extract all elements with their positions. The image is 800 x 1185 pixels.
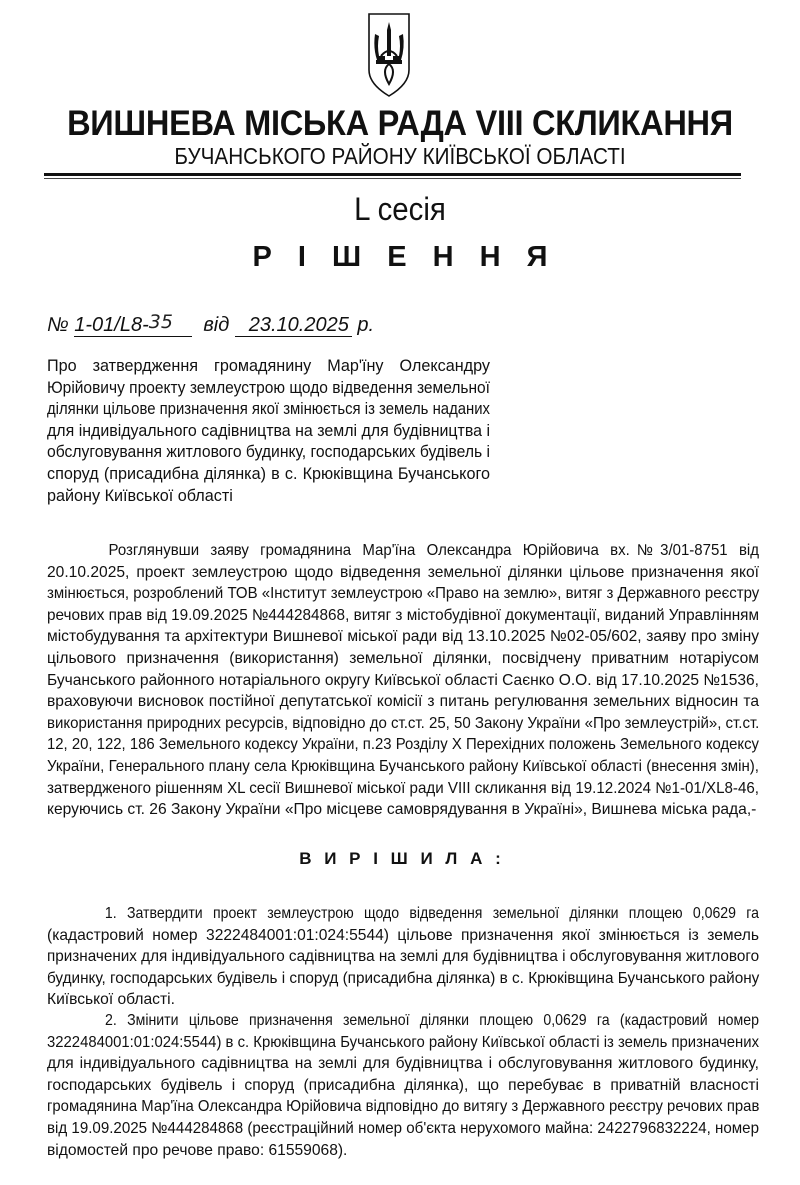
- council-name: ВИШНЕВА МІСЬКА РАДА VIII СКЛИКАННЯ: [67, 104, 733, 143]
- preamble-line: 12, 20, 122, 186 Земельного кодексу України, п.23 Розділу X Перехідних положень Земельного кодексу: [47, 736, 759, 754]
- subject-line: Юрійовичу проекту землеустрою щодо відведення земельної: [47, 378, 490, 397]
- preamble-line: керуючись ст. 26 Закону України «Про місцеве самоврядування в Україні», Вишнева міська рада,-: [47, 801, 757, 819]
- item-line: будинку, господарських будівель і споруд (присадибна ділянка) в с. Крюківщина Бучанського району: [47, 969, 760, 987]
- resolution-item-2: [47, 1010, 759, 1161]
- document-type-title: Р І Ш Е Н Н Я: [252, 241, 557, 273]
- preamble-paragraph: [47, 540, 759, 821]
- coat-of-arms-icon: [367, 12, 411, 98]
- resolved-heading: В И Р І Ш И Л А :: [299, 849, 505, 868]
- item-line: відомостей про речове право: 61559068).: [47, 1141, 348, 1159]
- subject-line: ділянки цільове призначення якої змінюється із земель наданих: [47, 400, 490, 419]
- item-line: (кадастровий номер 3222484001:01:024:5544) цільове призначення якої змінюється із земель: [47, 926, 759, 944]
- header-rule-thin: [44, 178, 741, 179]
- preamble-line: 20.10.2025, проект землеустрою щодо відведення земельної ділянки цільове призначення якої: [47, 563, 759, 581]
- item-line: громадянина Мар'їна Олександра Юрійовича відповідно до витягу з Державного реєстру речових прав: [47, 1098, 760, 1116]
- preamble-line: використання природних ресурсів, відповідно до ст.ст. 25, 50 Закону України «Про землеустрій», ст.ст.: [47, 714, 760, 732]
- resolution-item-1: [47, 903, 759, 1011]
- item-line: призначених для індивідуального садівництва на землі для будівництва і обслуговування житлового: [47, 948, 760, 966]
- item-line: господарських будівель і споруд (присадибна ділянка), що перебуває в приватній власності: [47, 1076, 759, 1094]
- item-line: Київської області.: [47, 991, 175, 1009]
- subject-line: споруд (присадибна ділянка) в с. Крюківщина Бучанського: [47, 464, 490, 483]
- item-line: 3222484001:01:024:5544) в с. Крюківщина Бучанського району Київської області із земель призначених: [47, 1033, 759, 1051]
- item-line: 1. Затвердити проект землеустрою щодо відведення земельної ділянки площею 0,0629 га: [104, 905, 759, 922]
- preamble-line: затвердженого рішенням XL сесії Вишневої міської ради VIII скликання від 19.12.2024 №1-01/XL8-46,: [47, 779, 759, 797]
- preamble-line: Бучанського районного нотаріального округу Київської області Саєнко О.О. від 17.10.2025 №1536,: [47, 671, 760, 689]
- date-prefix: від: [203, 314, 230, 336]
- item-line: від 19.09.2025 №444284868 (реєстраційний номер об'єкта нерухомого майна: 2422796832224, номер: [47, 1119, 759, 1137]
- decision-number-handwritten: 35: [148, 311, 173, 333]
- subject-line: для індивідуального садівництва на землі для будівництва і: [47, 421, 490, 440]
- preamble-line: речових прав від 19.09.2025 №444284868, витяг з містобудівної документації, виданий Управлінням: [47, 606, 759, 624]
- date-suffix: р.: [357, 314, 375, 336]
- decision-number: [74, 311, 192, 337]
- session-label: L сесія: [354, 191, 446, 227]
- district-name: БУЧАНСЬКОГО РАЙОНУ КИЇВСЬКОЇ ОБЛАСТІ: [174, 143, 626, 169]
- decision-subject: [47, 356, 490, 507]
- item-line: для індивідуального садівництва на землі для будівництва і обслуговування житлового будинку,: [47, 1055, 759, 1073]
- preamble-line: змінюється, розроблений ТОВ «Інститут землеустрою «Право на землю», витяг з Державного реєстру: [47, 585, 760, 603]
- preamble-line: Розглянувши заяву громадянина Мар'їна Олександра Юрійовича вх.№3/01-8751 від: [108, 542, 759, 559]
- item-line: 2. Змінити цільове призначення земельної ділянки площею 0,0629 га (кадастровий номер: [105, 1012, 759, 1029]
- preamble-line: цільового призначення (використання) земельної ділянки, посвідчену приватним нотаріусом: [47, 649, 759, 667]
- header-rule-thick: [44, 173, 741, 176]
- decision-number-printed: 1-01/L8-: [74, 314, 149, 336]
- decision-date: 23.10.2025: [235, 314, 352, 337]
- subject-line: обслуговування житлового будинку, господарських будівель і: [47, 443, 490, 462]
- subject-line: району Київської області: [47, 486, 233, 505]
- preamble-line: враховуючи висновок постійної депутатської комісії з питань регулювання земельних відносин та: [47, 693, 759, 711]
- number-sign: №: [47, 314, 69, 336]
- decision-number-line: [47, 312, 374, 338]
- subject-line: Про затвердження громадянину Мар'їну Олександру: [47, 357, 490, 375]
- preamble-line: містобудування та архітектури Вишневої міської ради від 13.10.2025 №02-05/602, заяву про зміну: [47, 628, 759, 646]
- preamble-line: України, Генерального плану села Крюківщина Бучанського району Київської області (внесення змін),: [47, 757, 759, 775]
